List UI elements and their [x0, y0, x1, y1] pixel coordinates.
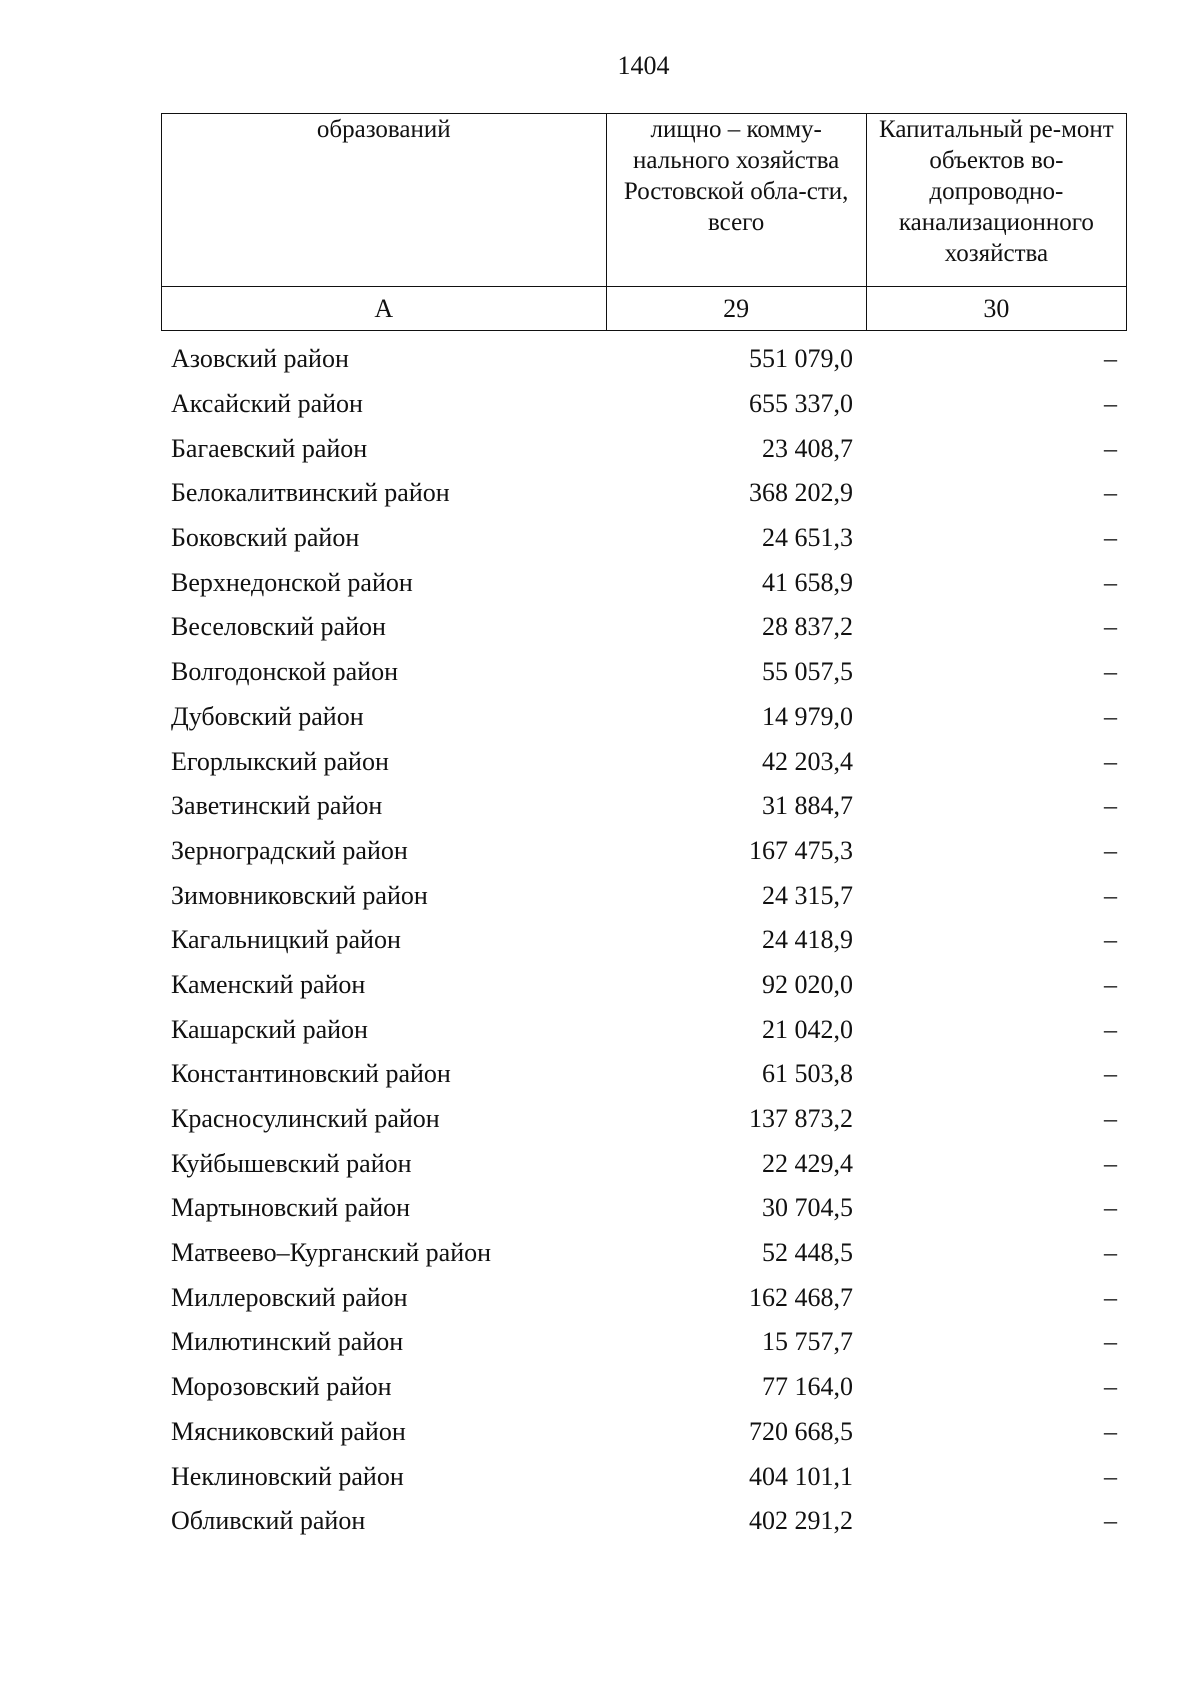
repair-value: – — [1104, 1506, 1117, 1536]
table-row — [161, 382, 1127, 427]
repair-value: – — [1104, 925, 1117, 955]
table-row — [161, 1007, 1127, 1052]
total-value: 41 658,9 — [762, 567, 853, 597]
total-value: 30 704,5 — [762, 1193, 853, 1223]
district-name: Аксайский район — [171, 389, 363, 419]
total-value: 24 651,3 — [762, 523, 853, 553]
district-name: Каменский район — [171, 969, 366, 999]
table-header — [161, 113, 1127, 331]
total-value: 368 202,9 — [749, 478, 853, 508]
header-row — [162, 114, 1127, 287]
district-name: Боковский район — [171, 523, 360, 553]
district-name: Миллеровский район — [171, 1282, 408, 1312]
district-name: Волгодонской район — [171, 657, 399, 687]
repair-value: – — [1104, 612, 1117, 642]
repair-value: – — [1104, 1148, 1117, 1178]
total-value: 55 057,5 — [762, 657, 853, 687]
repair-value: – — [1104, 1238, 1117, 1268]
total-value: 92 020,0 — [762, 969, 853, 999]
repair-value: – — [1104, 1193, 1117, 1223]
repair-value: – — [1104, 1014, 1117, 1044]
total-value: 23 408,7 — [762, 433, 853, 463]
district-name: Морозовский район — [171, 1372, 392, 1402]
district-name: Багаевский район — [171, 433, 368, 463]
total-value: 28 837,2 — [762, 612, 853, 642]
repair-value: – — [1104, 1372, 1117, 1402]
header-col-30: Капитальный ре-монт объектов во-допроводно-канализационного хозяйства — [866, 114, 1126, 287]
repair-value: – — [1104, 1282, 1117, 1312]
table-row — [161, 695, 1127, 740]
district-name: Кагальницкий район — [171, 925, 401, 955]
district-name: Азовский район — [171, 344, 349, 374]
index-row — [162, 287, 1127, 331]
repair-value: – — [1104, 344, 1117, 374]
table-row — [161, 1186, 1127, 1231]
district-name: Константиновский район — [171, 1059, 451, 1089]
repair-value: – — [1104, 389, 1117, 419]
total-value: 137 873,2 — [749, 1104, 853, 1134]
total-value: 21 042,0 — [762, 1014, 853, 1044]
district-name: Милютинский район — [171, 1327, 404, 1357]
repair-value: – — [1104, 1059, 1117, 1089]
district-name: Куйбышевский район — [171, 1148, 412, 1178]
total-value: 24 315,7 — [762, 880, 853, 910]
total-value: 402 291,2 — [749, 1506, 853, 1536]
district-name: Верхнедонской район — [171, 567, 413, 597]
repair-value: – — [1104, 701, 1117, 731]
total-value: 162 468,7 — [749, 1282, 853, 1312]
district-name: Матвеево–Курганский район — [171, 1238, 492, 1268]
index-col-a: А — [162, 287, 607, 331]
repair-value: – — [1104, 1416, 1117, 1446]
district-name: Зерноградский район — [171, 835, 408, 865]
table-row — [161, 1231, 1127, 1276]
table-row — [161, 739, 1127, 784]
district-name: Обливский район — [171, 1506, 366, 1536]
table-row — [161, 1097, 1127, 1142]
repair-value: – — [1104, 969, 1117, 999]
district-name: Мартыновский район — [171, 1193, 411, 1223]
total-value: 42 203,4 — [762, 746, 853, 776]
table-row — [161, 1410, 1127, 1455]
repair-value: – — [1104, 657, 1117, 687]
total-value: 15 757,7 — [762, 1327, 853, 1357]
table-row — [161, 1052, 1127, 1097]
repair-value: – — [1104, 746, 1117, 776]
table-row — [161, 516, 1127, 561]
repair-value: – — [1104, 567, 1117, 597]
district-name: Заветинский район — [171, 791, 383, 821]
district-name: Мясниковский район — [171, 1416, 406, 1446]
table-row — [161, 1275, 1127, 1320]
table-row — [161, 1141, 1127, 1186]
page-number: 1404 — [617, 51, 670, 80]
table-row — [161, 963, 1127, 1008]
index-col-29: 29 — [606, 287, 866, 331]
district-name: Кашарский район — [171, 1014, 368, 1044]
total-value: 61 503,8 — [762, 1059, 853, 1089]
total-value: 655 337,0 — [749, 389, 853, 419]
district-name: Красносулинский район — [171, 1104, 440, 1134]
table-row — [161, 471, 1127, 516]
table-row — [161, 337, 1127, 382]
table-row — [161, 650, 1127, 695]
total-value: 404 101,1 — [749, 1461, 853, 1491]
header-col-a: образований — [162, 114, 607, 287]
total-value: 24 418,9 — [762, 925, 853, 955]
table-row — [161, 1454, 1127, 1499]
repair-value: – — [1104, 523, 1117, 553]
table-row — [161, 873, 1127, 918]
total-value: 31 884,7 — [762, 791, 853, 821]
repair-value: – — [1104, 791, 1117, 821]
district-name: Зимовниковский район — [171, 880, 428, 910]
table-body — [161, 337, 1127, 1544]
table-row — [161, 829, 1127, 874]
district-name: Егорлыкский район — [171, 746, 389, 776]
total-value: 167 475,3 — [749, 835, 853, 865]
total-value: 22 429,4 — [762, 1148, 853, 1178]
table-row — [161, 784, 1127, 829]
table-row — [161, 1499, 1127, 1544]
table-row — [161, 560, 1127, 605]
total-value: 720 668,5 — [749, 1416, 853, 1446]
table-row — [161, 605, 1127, 650]
table-row — [161, 426, 1127, 471]
header-col-29: лищно – комму-нального хозяйства Ростовской обла-сти, всего — [606, 114, 866, 287]
repair-value: – — [1104, 478, 1117, 508]
total-value: 551 079,0 — [749, 344, 853, 374]
table-row — [161, 1365, 1127, 1410]
repair-value: – — [1104, 433, 1117, 463]
total-value: 52 448,5 — [762, 1238, 853, 1268]
district-name: Веселовский район — [171, 612, 386, 642]
district-name: Дубовский район — [171, 701, 364, 731]
repair-value: – — [1104, 835, 1117, 865]
total-value: 14 979,0 — [762, 701, 853, 731]
repair-value: – — [1104, 1327, 1117, 1357]
repair-value: – — [1104, 880, 1117, 910]
table-row — [161, 1320, 1127, 1365]
repair-value: – — [1104, 1461, 1117, 1491]
total-value: 77 164,0 — [762, 1372, 853, 1402]
district-name: Неклиновский район — [171, 1461, 404, 1491]
district-name: Белокалитвинский район — [171, 478, 450, 508]
repair-value: – — [1104, 1104, 1117, 1134]
table-row — [161, 918, 1127, 963]
index-col-30: 30 — [866, 287, 1126, 331]
